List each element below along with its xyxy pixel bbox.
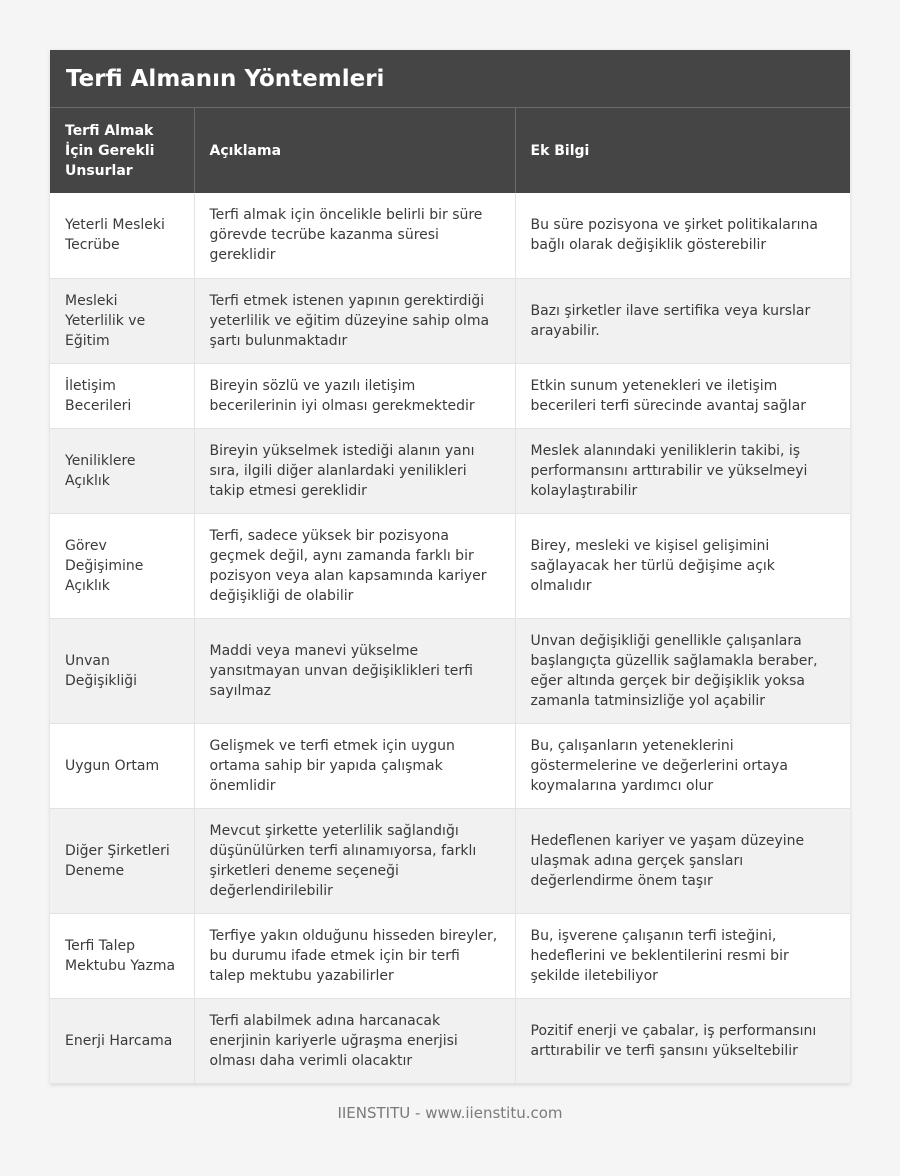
cell-extra-info: Bu süre pozisyona ve şirket politikalarına bağlı olarak değişiklik gösterebilir bbox=[515, 193, 850, 278]
cell-element: Yeniliklere Açıklık bbox=[50, 428, 194, 513]
cell-description: Maddi veya manevi yükselme yansıtmayan unvan değişiklikleri terfi sayılmaz bbox=[194, 618, 515, 723]
cell-extra-info: Bazı şirketler ilave sertifika veya kurslar arayabilir. bbox=[515, 278, 850, 363]
methods-table bbox=[50, 108, 850, 1084]
table-row bbox=[50, 913, 850, 998]
cell-description: Bireyin sözlü ve yazılı iletişim becerilerinin iyi olması gerekmektedir bbox=[194, 363, 515, 428]
header-row bbox=[50, 108, 850, 193]
page-title: Terfi Almanın Yöntemleri bbox=[66, 65, 385, 92]
cell-description: Mevcut şirkette yeterlilik sağlandığı düşünülürken terfi alınamıyorsa, farklı şirketleri deneme seçeneği değerlendirilebilir bbox=[194, 808, 515, 913]
cell-description: Terfi alabilmek adına harcanacak enerjinin kariyerle uğraşma enerjisi olması daha verimli olacaktır bbox=[194, 998, 515, 1083]
table-row bbox=[50, 278, 850, 363]
title-bar bbox=[50, 50, 850, 108]
table-row bbox=[50, 723, 850, 808]
cell-extra-info: Bu, çalışanların yeteneklerini göstermelerine ve değerlerini ortaya koymalarına yardımcı olur bbox=[515, 723, 850, 808]
cell-description: Terfi almak için öncelikle belirli bir süre görevde tecrübe kazanma süresi gereklidir bbox=[194, 193, 515, 278]
cell-extra-info: Unvan değişikliği genellikle çalışanlara başlangıçta güzellik sağlamakla beraber, eğer altında gerçek bir değişiklik yoksa zamanla tatminsizliğe yol açabilir bbox=[515, 618, 850, 723]
table-card bbox=[50, 50, 850, 1084]
table-header bbox=[50, 108, 850, 193]
footer-credit: IIENSTITU - www.iienstitu.com bbox=[337, 1104, 563, 1122]
cell-element: Terfi Talep Mektubu Yazma bbox=[50, 913, 194, 998]
cell-extra-info: Bu, işverene çalışanın terfi isteğini, hedeflerini ve beklentilerini resmi bir şekilde iletebiliyor bbox=[515, 913, 850, 998]
table-row bbox=[50, 618, 850, 723]
table-row bbox=[50, 513, 850, 618]
table-row bbox=[50, 808, 850, 913]
cell-description: Terfi, sadece yüksek bir pozisyona geçmek değil, aynı zamanda farklı bir pozisyon veya alan kapsamında kariyer değişikliği de olabilir bbox=[194, 513, 515, 618]
cell-extra-info: Birey, mesleki ve kişisel gelişimini sağlayacak her türlü değişime açık olmalıdır bbox=[515, 513, 850, 618]
cell-extra-info: Pozitif enerji ve çabalar, iş performansını arttırabilir ve terfi şansını yükseltebilir bbox=[515, 998, 850, 1083]
cell-extra-info: Meslek alanındaki yeniliklerin takibi, iş performansını arttırabilir ve yükselmeyi kolaylaştırabilir bbox=[515, 428, 850, 513]
table-row bbox=[50, 998, 850, 1083]
cell-element: Mesleki Yeterlilik ve Eğitim bbox=[50, 278, 194, 363]
column-header-extra-info: Ek Bilgi bbox=[515, 108, 850, 193]
table-row bbox=[50, 363, 850, 428]
table-row bbox=[50, 428, 850, 513]
cell-description: Terfiye yakın olduğunu hisseden bireyler, bu durumu ifade etmek için bir terfi talep mektubu yazabilirler bbox=[194, 913, 515, 998]
table-row bbox=[50, 193, 850, 278]
column-header-description: Açıklama bbox=[194, 108, 515, 193]
cell-element: Uygun Ortam bbox=[50, 723, 194, 808]
cell-element: Unvan Değişikliği bbox=[50, 618, 194, 723]
cell-element: Yeterli Mesleki Tecrübe bbox=[50, 193, 194, 278]
cell-extra-info: Hedeflenen kariyer ve yaşam düzeyine ulaşmak adına gerçek şansları değerlendirme önem taşır bbox=[515, 808, 850, 913]
cell-description: Terfi etmek istenen yapının gerektirdiği yeterlilik ve eğitim düzeyine sahip olma şartı bulunmaktadır bbox=[194, 278, 515, 363]
table-body bbox=[50, 193, 850, 1083]
cell-description: Bireyin yükselmek istediği alanın yanı sıra, ilgili diğer alanlardaki yenilikleri takip etmesi gereklidir bbox=[194, 428, 515, 513]
cell-element: Diğer Şirketleri Deneme bbox=[50, 808, 194, 913]
column-header-elements: Terfi Almak İçin Gerekli Unsurlar bbox=[50, 108, 194, 193]
cell-extra-info: Etkin sunum yetenekleri ve iletişim becerileri terfi sürecinde avantaj sağlar bbox=[515, 363, 850, 428]
cell-element: İletişim Becerileri bbox=[50, 363, 194, 428]
cell-description: Gelişmek ve terfi etmek için uygun ortama sahip bir yapıda çalışmak önemlidir bbox=[194, 723, 515, 808]
cell-element: Enerji Harcama bbox=[50, 998, 194, 1083]
cell-element: Görev Değişimine Açıklık bbox=[50, 513, 194, 618]
